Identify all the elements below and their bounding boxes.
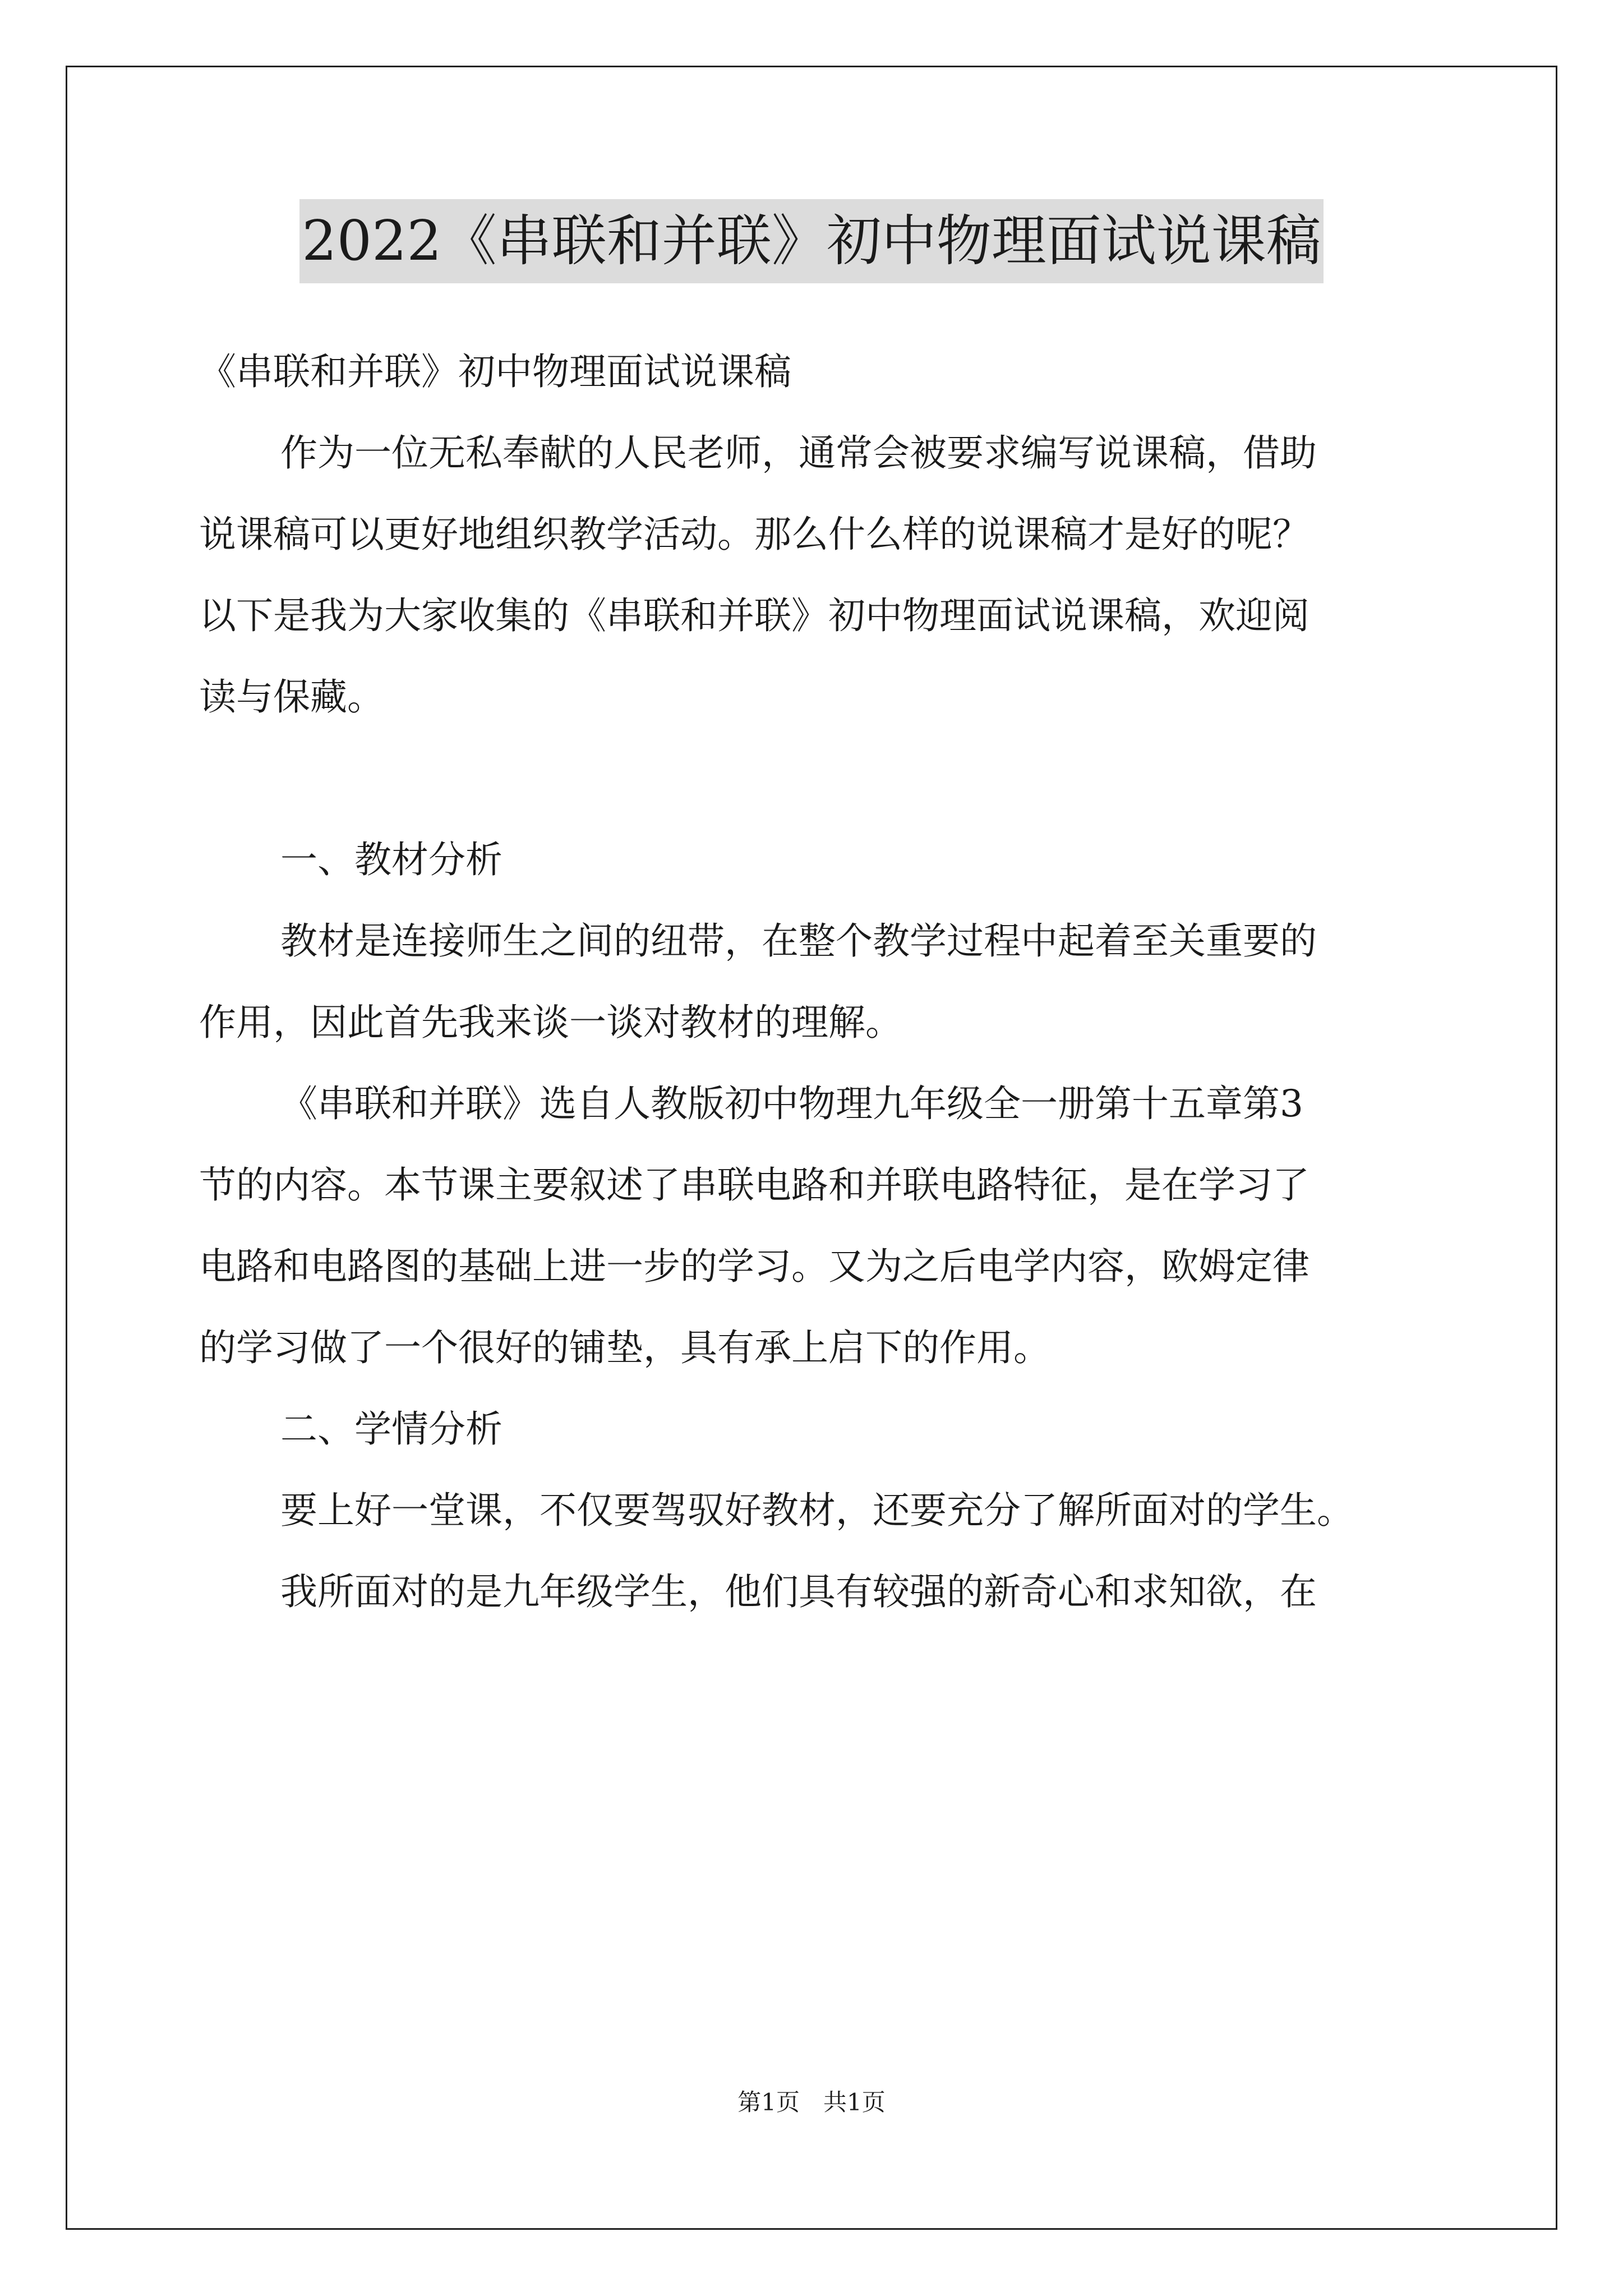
paragraph-line: 《串联和并联》选自人教版初中物理九年级全一册第十五章第3 (280, 1082, 1303, 1125)
paragraph-line: 作用，因此首先我来谈一谈对教材的理解。 (199, 1001, 902, 1044)
paragraph-line: 说课稿可以更好地组织教学活动。那么什么样的说课稿才是好的呢？ (199, 513, 1310, 556)
section-heading: 一、教材分析 (280, 838, 502, 881)
paragraph-line: 以下是我为大家收集的《串联和并联》初中物理面试说课稿，欢迎阅 (199, 594, 1310, 637)
paragraph-line: 要上好一堂课，不仅要驾驭好教材，还要充分了解所面对的学生。 (280, 1489, 1354, 1532)
paragraph-line: 节的内容。本节课主要叙述了串联电路和并联电路特征，是在学习了 (199, 1163, 1310, 1207)
paragraph-line: 读与保藏。 (199, 675, 384, 719)
blank-line (199, 738, 1433, 819)
paragraph-line: 的学习做了一个很好的铺垫，具有承上启下的作用。 (199, 1326, 1050, 1369)
paragraph-line: 我所面对的是九年级学生，他们具有较强的新奇心和求知欲，在 (280, 1570, 1317, 1613)
document-title: 2022《串联和并联》初中物理面试说课稿 (299, 199, 1323, 283)
paragraph-line: 电路和电路图的基础上进一步的学习。又为之后电学内容，欧姆定律 (199, 1245, 1310, 1288)
page-footer: 第1页 共1页 (737, 2088, 886, 2116)
document-body (199, 331, 1433, 1632)
paragraph-line: 作为一位无私奉献的人民老师，通常会被要求编写说课稿，借助 (280, 431, 1317, 475)
title-container (0, 199, 1623, 283)
subtitle-line: 《串联和并联》初中物理面试说课稿 (199, 350, 791, 393)
paragraph-line: 教材是连接师生之间的纽带，在整个教学过程中起着至关重要的 (280, 919, 1317, 963)
section-heading: 二、学情分析 (280, 1407, 502, 1451)
